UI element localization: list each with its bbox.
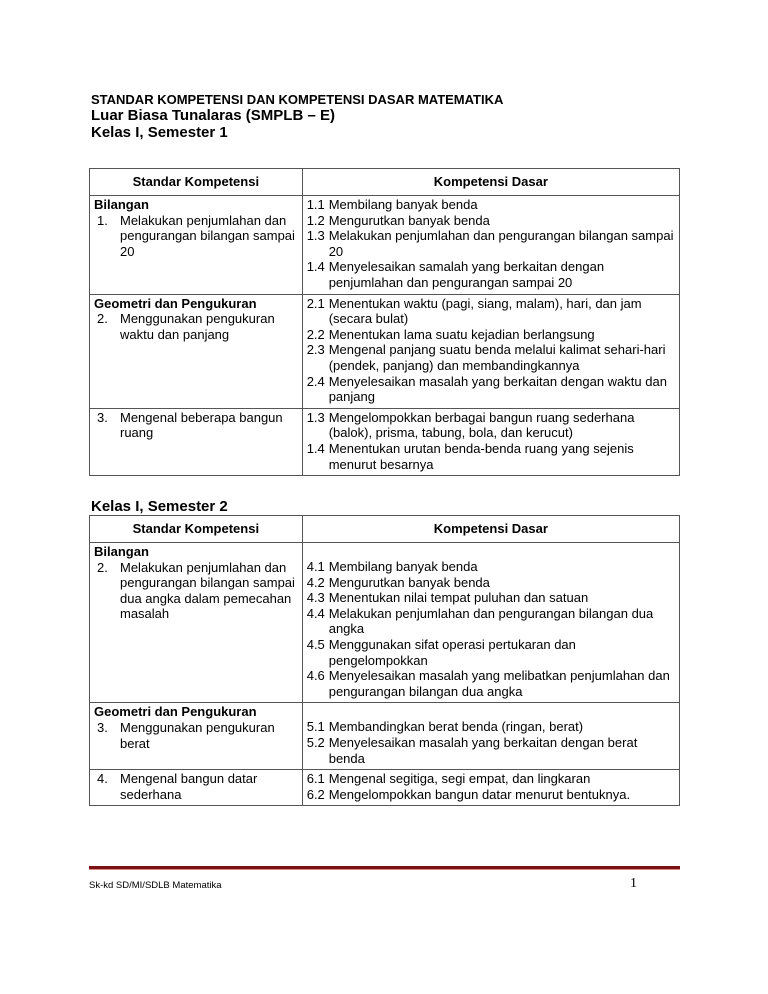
- kd-text: Mengurutkan banyak benda: [328, 574, 490, 590]
- standar-kompetensi-item: [94, 560, 298, 622]
- table-row: [90, 196, 680, 295]
- kd-number: 1.2: [306, 212, 325, 228]
- section-heading-semester-2: Kelas I, Semester 2: [91, 498, 228, 515]
- item-text: Mengenal bangun datar sederhana: [120, 771, 258, 802]
- footer-rule: [89, 866, 680, 870]
- item-number: 3.: [97, 719, 108, 735]
- page-number: 1: [630, 876, 637, 891]
- kompetensi-dasar-item: [307, 228, 675, 259]
- kd-number: 5.1: [306, 719, 325, 735]
- table-row: [90, 543, 680, 703]
- kd-number: 2.4: [306, 373, 325, 389]
- kd-text: Menentukan waktu (pagi, siang, malam), hari, dan jam (secara bulat): [328, 295, 642, 327]
- standar-kompetensi-cell: [90, 770, 303, 806]
- kompetensi-dasar-cell: [302, 770, 679, 806]
- item-number: 2.: [97, 311, 108, 327]
- kd-text: Menentukan urutan benda-benda ruang yang sejenis menurut besarnya: [328, 440, 634, 472]
- kompetensi-dasar-item: [307, 259, 675, 290]
- kd-text: Menentukan nilai tempat puluhan dan satuan: [328, 590, 589, 606]
- kompetensi-dasar-item: [307, 590, 675, 606]
- kompetensi-dasar-item: [307, 213, 675, 229]
- kd-number: 5.2: [306, 734, 325, 750]
- kd-number: 6.1: [306, 771, 325, 787]
- standar-kompetensi-cell: [90, 196, 303, 295]
- kd-number: 1.4: [306, 440, 325, 456]
- kd-number: 1.1: [306, 197, 325, 212]
- item-number: 4.: [97, 771, 108, 787]
- kompetensi-dasar-item: [307, 787, 675, 803]
- kompetensi-dasar-cell: [302, 408, 679, 475]
- kompetensi-dasar-item: [307, 441, 675, 472]
- kompetensi-dasar-item: [307, 559, 675, 575]
- kd-text: Menentukan lama suatu kejadian berlangsung: [328, 326, 595, 342]
- competency-table-semester-1: [89, 168, 680, 476]
- standar-kompetensi-item: [94, 720, 298, 751]
- kompetensi-dasar-item: [307, 637, 675, 668]
- table-header-row: [90, 169, 680, 196]
- column-header-kompetensi-dasar: Kompetensi Dasar: [302, 516, 679, 543]
- kd-text: Membilang banyak benda: [328, 197, 478, 212]
- item-text: Melakukan penjumlahan dan pengurangan bilangan sampai 20: [120, 212, 295, 259]
- kd-number: 2.1: [306, 295, 325, 311]
- kd-number: 1.4: [306, 259, 325, 275]
- standar-kompetensi-item: [94, 213, 298, 260]
- kd-number: 1.3: [306, 409, 325, 425]
- kompetensi-dasar-item: [307, 606, 675, 637]
- column-header-kompetensi-dasar: Kompetensi Dasar: [302, 169, 679, 196]
- kompetensi-dasar-item: [307, 327, 675, 343]
- footer-text: Sk-kd SD/MI/SDLB Matematika: [89, 880, 222, 891]
- kd-number: 4.3: [306, 590, 325, 606]
- kd-text: Menyelesaikan samalah yang berkaitan dengan penjumlahan dan pengurangan sampai 20: [328, 259, 605, 290]
- competency-group-heading: Geometri dan Pengukuran: [94, 704, 257, 720]
- kompetensi-dasar-item: [307, 735, 675, 766]
- standar-kompetensi-item: [94, 410, 298, 441]
- kd-text: Mengurutkan banyak benda: [328, 212, 490, 228]
- kompetensi-dasar-item: [307, 771, 675, 787]
- kompetensi-dasar-cell: [302, 294, 679, 408]
- table-row: [90, 770, 680, 806]
- item-number: 1.: [97, 212, 108, 228]
- table-header-row: [90, 516, 680, 543]
- kd-number: 4.6: [306, 668, 325, 684]
- kd-text: Melakukan penjumlahan dan pengurangan bilangan dua angka: [328, 605, 654, 637]
- table-row: [90, 294, 680, 408]
- standar-kompetensi-cell: [90, 294, 303, 408]
- standar-kompetensi-item: [94, 771, 298, 802]
- section-heading-semester-1: Kelas I, Semester 1: [91, 124, 228, 141]
- kd-text: Mengenal panjang suatu benda melalui kalimat sehari-hari (pendek, panjang) dan membandingkannya: [328, 342, 666, 373]
- standar-kompetensi-cell: [90, 543, 303, 703]
- kd-text: Mengelompokkan bangun datar menurut bentuknya.: [328, 786, 631, 802]
- kd-number: 2.3: [306, 342, 325, 358]
- kd-text: Menyelesaikan masalah yang berkaitan dengan berat benda: [328, 734, 638, 766]
- kompetensi-dasar-item: [307, 575, 675, 591]
- standar-kompetensi-cell: [90, 408, 303, 475]
- kd-text: Membilang banyak benda: [328, 559, 478, 574]
- standar-kompetensi-cell: [90, 703, 303, 770]
- table-row: [90, 408, 680, 475]
- item-text: Menggunakan pengukuran waktu dan panjang: [120, 311, 275, 342]
- kompetensi-dasar-item: [307, 374, 675, 405]
- competency-table-semester-2: [89, 515, 680, 806]
- item-text: Melakukan penjumlahan dan pengurangan bilangan sampai dua angka dalam pemecahan masalah: [120, 559, 295, 622]
- kd-text: Membandingkan berat benda (ringan, berat): [328, 719, 584, 735]
- kompetensi-dasar-cell: [302, 703, 679, 770]
- kd-text: Mengenal segitiga, segi empat, dan lingkaran: [328, 771, 591, 787]
- kd-number: 1.3: [306, 228, 325, 244]
- kd-number: 4.4: [306, 605, 325, 621]
- kd-number: 6.2: [306, 786, 325, 802]
- competency-group-heading: Geometri dan Pengukuran: [94, 295, 257, 311]
- kompetensi-dasar-item: [307, 342, 675, 373]
- kompetensi-dasar-cell: [302, 543, 679, 703]
- kompetensi-dasar-cell: [302, 196, 679, 295]
- kd-number: 4.1: [306, 559, 325, 574]
- item-text: Menggunakan pengukuran berat: [120, 719, 275, 751]
- document-title: STANDAR KOMPETENSI DAN KOMPETENSI DASAR MATEMATIKA: [91, 92, 504, 107]
- kompetensi-dasar-item: [307, 197, 675, 213]
- kd-number: 2.2: [306, 326, 325, 342]
- kd-number: 4.5: [306, 636, 325, 652]
- kd-number: 4.2: [306, 574, 325, 590]
- kompetensi-dasar-item: [307, 296, 675, 327]
- document-subtitle: Luar Biasa Tunalaras (SMPLB – E): [91, 107, 335, 124]
- column-header-standar-kompetensi: Standar Kompetensi: [90, 169, 303, 196]
- item-number: 2.: [97, 559, 108, 575]
- kd-text: Menyelesaikan masalah yang berkaitan dengan waktu dan panjang: [328, 373, 667, 405]
- kd-text: Mengelompokkan berbagai bangun ruang sederhana (balok), prisma, tabung, bola, dan kerucut): [328, 409, 635, 441]
- competency-group-heading: Bilangan: [94, 197, 149, 212]
- kd-text: Menggunakan sifat operasi pertukaran dan pengelompokkan: [328, 636, 576, 668]
- kompetensi-dasar-item: [307, 668, 675, 699]
- item-text: Mengenal beberapa bangun ruang: [120, 409, 283, 441]
- standar-kompetensi-item: [94, 311, 298, 342]
- kd-text: Melakukan penjumlahan dan pengurangan bilangan sampai 20: [328, 228, 674, 259]
- kd-text: Menyelesaikan masalah yang melibatkan penjumlahan dan pengurangan bilangan dua angka: [328, 668, 670, 699]
- kompetensi-dasar-item: [307, 410, 675, 441]
- competency-group-heading: Bilangan: [94, 544, 149, 559]
- table-row: [90, 703, 680, 770]
- item-number: 3.: [97, 409, 108, 425]
- kompetensi-dasar-item: [307, 719, 675, 735]
- column-header-standar-kompetensi: Standar Kompetensi: [90, 516, 303, 543]
